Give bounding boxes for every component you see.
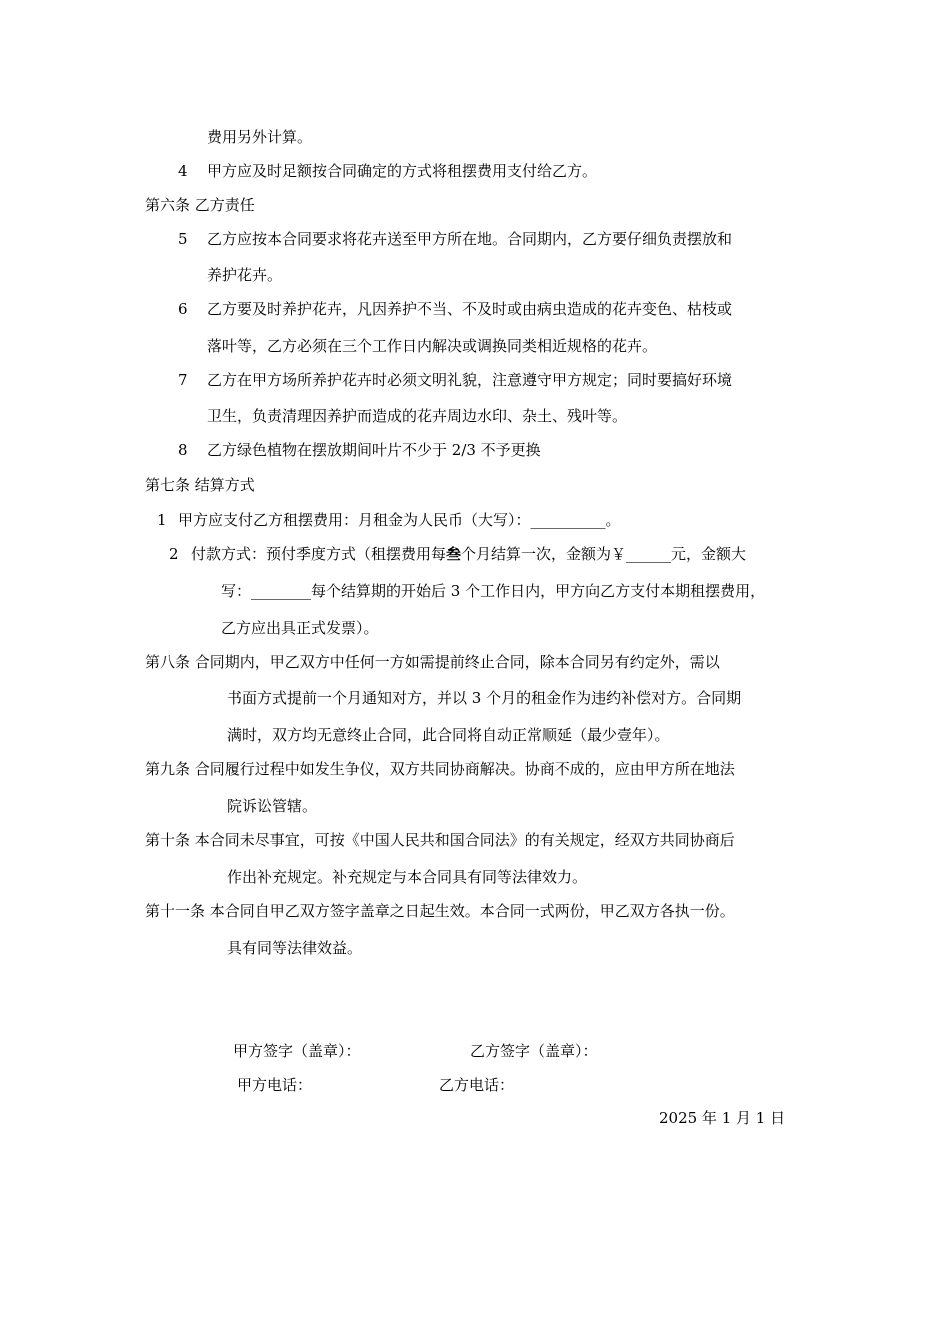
item-text: 乙方在甲方场所养护花卉时必须文明礼貌，注意遵守甲方规定；同时要搞好环境 [207,371,733,389]
item-text: 卫生，负责清理因养护而造成的花卉周边水印、杂土、残叶等。 [207,407,628,425]
article-text: 具有同等法律效益。 [227,939,363,957]
article-heading: 第七条 结算方式 [145,476,255,494]
amount-blank: ______ [626,545,672,563]
article-text: 第十条 本合同未尽事宜，可按《中国人民共和国合同法》的有关规定，经双方共同协商后 [145,831,735,849]
item-text [191,544,746,564]
item-number: 1 [157,511,167,529]
item-text [178,510,621,530]
item-text: 乙方应按本合同要求将花卉送至甲方所在地。合同期内，乙方要仔细负责摆放和 [207,230,733,248]
item-number: 6 [178,300,188,318]
item-text: 甲方应及时足额按合同确定的方式将租摆费用支付给乙方。 [207,162,598,180]
payment-text: 个月结算一次，金额为￥ [461,545,627,563]
item-number: 7 [178,371,188,389]
item-number: 4 [178,162,188,180]
item-number: 8 [178,441,188,459]
continuation-text: 费用另外计算。 [207,128,313,146]
item-text: 养护花卉。 [207,266,283,284]
article-text: 书面方式提前一个月通知对方，并以 3 个月的租金作为违约补偿对方。合同期 [227,689,742,707]
article-text: 第八条 合同期内，甲乙双方中任何一方如需提前终止合同，除本合同另有约定外，需以 [145,653,720,671]
party-b-phone-label: 乙方电话： [439,1076,515,1094]
rent-amount-blank: __________ [530,511,606,529]
punctuation: 。 [605,511,621,529]
payment-text: 写： [221,582,252,600]
article-heading: 第六条 乙方责任 [145,196,255,214]
item-number: 2 [169,545,179,563]
signing-date: 2025 年 1 月 1 日 [659,1109,786,1127]
party-a-signature-label: 甲方签字（盖章）： [233,1042,361,1060]
item-text: 乙方要及时养护花卉，凡因养护不当、不及时或由病虫造成的花卉变色、枯枝或 [207,300,733,318]
payment-text: 付款方式：预付季度方式（租摆费用每 [191,545,447,563]
article-text: 第九条 合同履行过程中如发生争仪，双方共同协商解决。协商不成的，应由甲方所在地法 [145,760,735,778]
item-text [221,581,765,601]
article-text: 院诉讼管辖。 [227,797,318,815]
period-count: 叁 [446,545,462,563]
article-text: 第十一条 本合同自甲乙双方签字盖章之日起生效。本合同一式两份，甲乙双方各执一份。 [145,902,735,920]
item-number: 5 [178,230,188,248]
party-b-signature-label: 乙方签字（盖章）： [470,1042,598,1060]
party-a-phone-label: 甲方电话： [237,1076,313,1094]
item-text: 落叶等，乙方必须在三个工作日内解决或调换同类相近规格的花卉。 [207,337,658,355]
payment-text: 元，金额大 [671,545,747,563]
item-text: 乙方应出具正式发票）。 [221,619,379,637]
payment-text: 每个结算期的开始后 3 个工作日内，甲方向乙方支付本期租摆费用， [311,582,766,600]
amount-words-blank: ________ [251,582,312,600]
article-text: 满时，双方均无意终止合同，此合同将自动正常顺延（最少壹年）。 [227,726,670,744]
item-text: 乙方绿色植物在摆放期间叶片不少于 2/3 不予更换 [207,441,541,459]
article-text: 作出补充规定。补充规定与本合同具有同等法律效力。 [227,868,588,886]
rent-text: 甲方应支付乙方租摆费用：月租金为人民币（大写）： [178,511,531,529]
